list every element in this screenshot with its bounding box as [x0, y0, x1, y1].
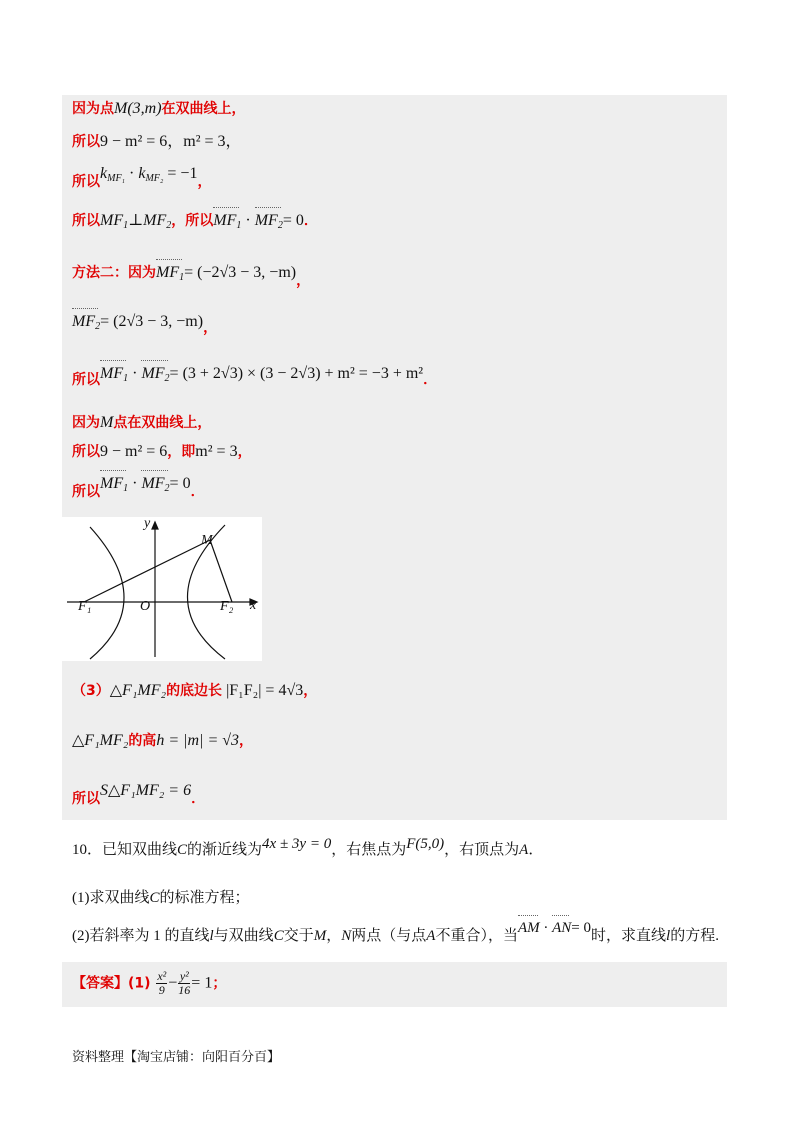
text: 所以 — [72, 444, 100, 460]
math: C — [273, 928, 284, 944]
text: 不重合），当 — [435, 928, 518, 944]
vector-AN: AN — [552, 920, 572, 936]
math: = 0 — [169, 475, 191, 492]
math: M — [100, 414, 114, 431]
problem-10-statement — [72, 838, 543, 859]
answer-line — [72, 970, 226, 997]
text: ， — [237, 444, 252, 460]
origin-label: O — [140, 599, 151, 614]
math: M(3,m) — [114, 100, 162, 117]
text: 因为点 — [72, 101, 114, 117]
text: ， — [197, 174, 212, 190]
text: ． — [528, 842, 544, 858]
text: 点在双曲线上， — [113, 415, 212, 431]
solution-line-1 — [72, 98, 246, 118]
vector-MF1: $MF_1$ — [213, 212, 242, 231]
math: M — [313, 928, 327, 944]
vector-MF1: $MF_1$ — [100, 365, 129, 384]
math: l — [209, 928, 214, 944]
text: 两点（与点 — [351, 928, 427, 944]
math: m² = 3 — [195, 443, 238, 460]
math: = (−2√3 − 3, −m) — [184, 264, 297, 281]
vector-MF2: $MF_2$ — [254, 212, 283, 231]
text: 在双曲线上， — [161, 101, 246, 117]
segment-MF1: $MF_1$ — [100, 212, 129, 231]
math: S△F₁MF₂ = 6 — [100, 782, 192, 799]
text: ． — [190, 484, 205, 500]
math: A — [426, 928, 436, 944]
math: N — [341, 928, 352, 944]
answer-label: 【答案】(1) — [72, 975, 151, 992]
vector-MF1: $MF_1$ — [156, 264, 185, 283]
math: F(5,0) — [406, 836, 445, 852]
denominator: 16 — [178, 983, 191, 997]
math: 4x ± 3y = 0 — [262, 836, 332, 852]
math: A — [519, 842, 529, 858]
x-axis-label: x — [250, 598, 257, 613]
math: = 1 — [191, 974, 213, 992]
text: 的方程. — [670, 928, 719, 944]
numerator: y² — [179, 969, 189, 983]
fraction-y — [178, 970, 190, 997]
triangle-symbol: △F₁MF₂ — [109, 682, 167, 699]
math: |F₁F₂| = 4√3 — [226, 682, 304, 699]
math: − — [168, 974, 178, 992]
text: 所以 — [72, 372, 100, 388]
text: 交于 — [283, 928, 314, 944]
solution-line-4: 所以$MF_1\perp MF_2$，所以$MF_1 \cdot MF_2= 0$． — [72, 212, 318, 231]
text: ，即 — [167, 444, 196, 460]
slope-product: $k_{MF_1} \cdot k_{MF_2}$ — [100, 165, 164, 184]
math: h = |m| = √3 — [156, 732, 240, 749]
segment-MF2 — [210, 540, 232, 602]
text: ； — [212, 975, 227, 992]
math: = (3 + 2√3) × (3 − 2√3) + m² = −3 + m² — [169, 365, 424, 382]
part3-line-3 — [72, 780, 206, 807]
text: 所以 — [72, 484, 100, 500]
text: (1)求双曲线 — [72, 890, 150, 906]
text: 时，求直线 — [591, 928, 667, 944]
text: ，右顶点为 — [444, 842, 520, 858]
text: 方法二：因为 — [72, 265, 156, 281]
text: ， — [296, 273, 311, 289]
solution-line-3 — [72, 163, 212, 190]
text: ， — [303, 683, 318, 699]
focus-F1-label: F₁ — [78, 599, 92, 614]
text: ， — [326, 928, 342, 944]
vector-MF1: $MF_1$ — [100, 475, 129, 494]
problem-10-part1 — [72, 886, 250, 907]
solution-line-9 — [72, 441, 252, 461]
vector-AM: AM — [517, 920, 540, 936]
text: 因为 — [72, 415, 100, 431]
text: ， — [239, 733, 254, 749]
triangle-symbol: △F₁MF₂ — [72, 732, 129, 749]
text: 的标准方程； — [159, 890, 250, 906]
math: = −1 — [167, 165, 198, 182]
math: = (2√3 − 3, −m) — [100, 313, 204, 330]
segment-F1M — [84, 540, 210, 602]
segment-MF2: $MF_2$ — [143, 212, 172, 231]
solution-line-6 — [72, 311, 218, 336]
fraction-x — [156, 970, 167, 997]
text: 的渐近线为 — [187, 842, 263, 858]
vector-MF2: $MF_2$ — [141, 365, 170, 384]
math: = 0 — [282, 212, 304, 229]
solution-line-5 — [72, 262, 311, 289]
math: C — [149, 890, 160, 906]
text: 所以 — [72, 134, 100, 150]
solution-line-10: 所以$MF_1 \cdot MF_2= 0$． — [72, 475, 205, 500]
text: 10．已知双曲线 — [72, 842, 178, 858]
text: (2)若斜率为 1 的直线 — [72, 928, 210, 944]
numerator: x² — [157, 969, 167, 983]
footer-source: 资料整理【淘宝店铺：向阳百分百】 — [72, 1050, 281, 1065]
text: ，右焦点为 — [331, 842, 407, 858]
text: 所以 — [72, 791, 100, 807]
text: 与双曲线 — [213, 928, 274, 944]
text: 所以 — [72, 174, 100, 190]
text: ． — [191, 791, 206, 807]
focus-F2-label: F₂ — [220, 599, 234, 614]
math: 9 − m² = 6，m² = 3， — [100, 133, 242, 150]
text: ，所以 — [171, 213, 214, 229]
problem-10-part2: (2)若斜率为 1 的直线l与双曲线C交于M，N两点（与点A不重合），当AM · AN= 0时，求直线l的方程. — [72, 920, 719, 944]
text: ． — [423, 372, 438, 388]
point-M-label: M — [201, 533, 213, 548]
solution-line-2 — [72, 128, 242, 151]
y-axis-label: y — [144, 517, 151, 531]
left-branch — [90, 527, 124, 659]
vector-MF2: $MF_2$ — [72, 313, 101, 332]
solution-line-7: 所以$MF_1 \cdot MF_2= (3 + 2√3) \times (3 - 2√3) + m^2 = -3 + m^2$． — [72, 365, 438, 388]
part3-line-1 — [72, 680, 317, 700]
math: ⊥ — [128, 212, 144, 229]
hyperbola-figure — [62, 517, 262, 661]
solution-line-8 — [72, 412, 211, 432]
text: 的底边长 — [166, 683, 223, 699]
math: = 0 — [571, 920, 592, 936]
denominator: 9 — [158, 983, 165, 997]
math: C — [177, 842, 188, 858]
math: 9 − m² = 6 — [100, 443, 168, 460]
part3-line-2 — [72, 730, 253, 750]
math: l — [666, 928, 671, 944]
text: ． — [303, 213, 318, 229]
text: 的高 — [128, 733, 157, 749]
text: 所以 — [72, 213, 100, 229]
text: （3） — [72, 683, 110, 699]
vector-MF2: $MF_2$ — [141, 475, 170, 494]
y-axis-arrow — [152, 522, 158, 529]
text: ， — [203, 320, 218, 336]
